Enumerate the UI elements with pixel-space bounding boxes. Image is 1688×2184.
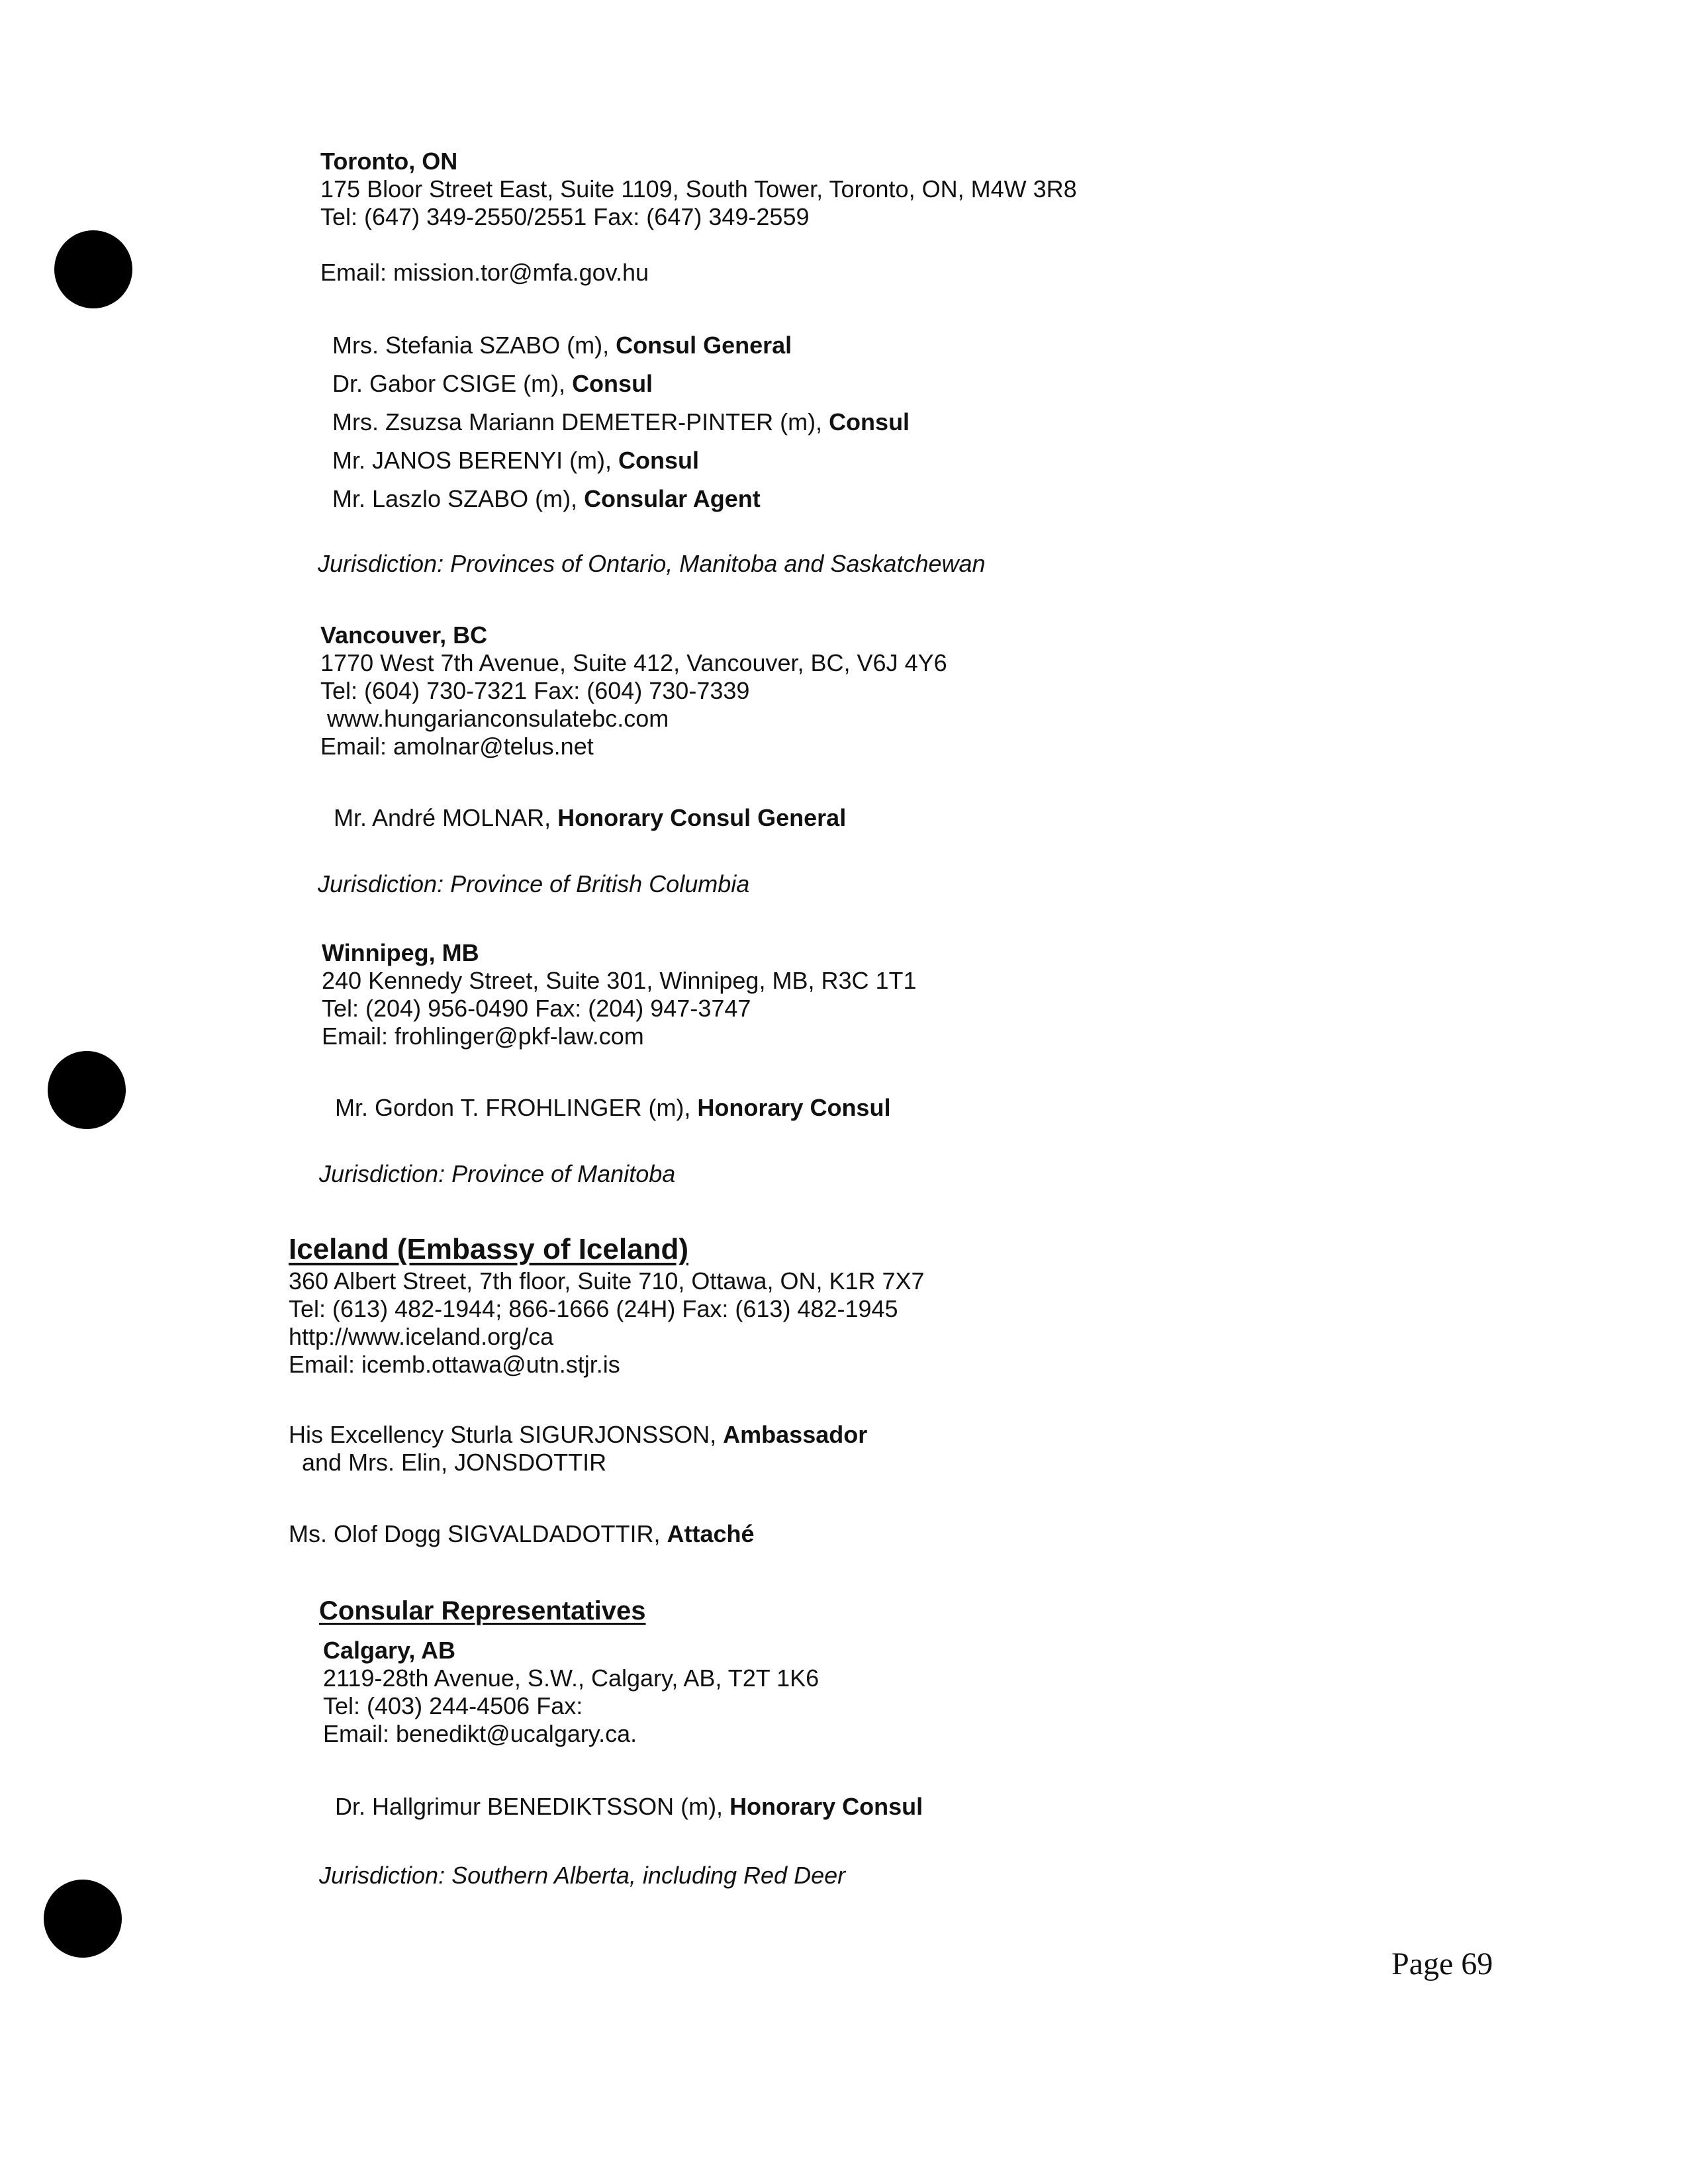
vancouver-website: www.hungarianconsulatebc.com [327,705,669,732]
binder-hole-bottom [44,1880,122,1958]
winnipeg-address: 240 Kennedy Street, Suite 301, Winnipeg, MB, R3C 1T1 [322,967,917,994]
page-number: Page 69 [1391,1946,1493,1981]
toronto-email: Email: mission.tor@mfa.gov.hu [320,259,649,286]
calgary-address: 2119-28th Avenue, S.W., Calgary, AB, T2T 1K6 [323,1664,820,1692]
binder-hole-middle [48,1051,126,1129]
vancouver-email: Email: amolnar@telus.net [320,733,594,760]
iceland-website: http://www.iceland.org/ca [289,1323,554,1350]
vancouver-address: 1770 West 7th Avenue, Suite 412, Vancouver, BC, V6J 4Y6 [320,649,947,676]
calgary-jurisdiction: Jurisdiction: Southern Alberta, including Red Deer [319,1862,846,1889]
toronto-jurisdiction: Jurisdiction: Provinces of Ontario, Manitoba and Saskatchewan [318,550,986,577]
calgary-email: Email: benedikt@ucalgary.ca. [323,1720,637,1747]
winnipeg-jurisdiction: Jurisdiction: Province of Manitoba [319,1160,676,1187]
vancouver-title: Vancouver, BC [320,621,488,649]
iceland-tel: Tel: (613) 482-1944; 866-1666 (24H) Fax: (613) 482-1945 [289,1295,898,1322]
iceland-email: Email: icemb.ottawa@utn.stjr.is [289,1351,620,1378]
vancouver-tel: Tel: (604) 730-7321 Fax: (604) 730-7339 [320,677,750,704]
vancouver-staff-1: Mr. André MOLNAR, Honorary Consul General [334,804,847,831]
toronto-title: Toronto, ON [320,148,458,175]
toronto-tel: Tel: (647) 349-2550/2551 Fax: (647) 349-2559 [320,203,810,230]
calgary-staff-1: Dr. Hallgrimur BENEDIKTSSON (m), Honorary Consul [335,1793,923,1820]
vancouver-jurisdiction: Jurisdiction: Province of British Columbia [318,870,750,897]
winnipeg-email: Email: frohlinger@pkf-law.com [322,1023,644,1050]
iceland-attache: Ms. Olof Dogg SIGVALDADOTTIR, Attaché [289,1520,755,1547]
toronto-staff-1: Mrs. Stefania SZABO (m), Consul General [332,332,792,359]
toronto-address: 175 Bloor Street East, Suite 1109, South Tower, Toronto, ON, M4W 3R8 [320,175,1077,203]
iceland-address: 360 Albert Street, 7th floor, Suite 710, Ottawa, ON, K1R 7X7 [289,1267,925,1295]
toronto-staff-3: Mrs. Zsuzsa Mariann DEMETER-PINTER (m), Consul [332,408,910,435]
toronto-staff-4: Mr. JANOS BERENYI (m), Consul [332,447,700,474]
iceland-heading: Iceland (Embassy of Iceland) [289,1233,688,1265]
toronto-staff-2: Dr. Gabor CSIGE (m), Consul [332,370,653,397]
iceland-ambassador: His Excellency Sturla SIGURJONSSON, Ambassador [289,1421,868,1448]
winnipeg-staff-1: Mr. Gordon T. FROHLINGER (m), Honorary Consul [335,1094,891,1121]
calgary-title: Calgary, AB [323,1637,456,1664]
winnipeg-title: Winnipeg, MB [322,939,479,966]
toronto-staff-5: Mr. Laszlo SZABO (m), Consular Agent [332,485,761,512]
binder-hole-top [54,230,132,308]
calgary-tel: Tel: (403) 244-4506 Fax: [323,1692,583,1719]
consular-representatives-heading: Consular Representatives [319,1596,646,1625]
iceland-ambassador-spouse: and Mrs. Elin, JONSDOTTIR [302,1449,607,1476]
winnipeg-tel: Tel: (204) 956-0490 Fax: (204) 947-3747 [322,995,751,1022]
